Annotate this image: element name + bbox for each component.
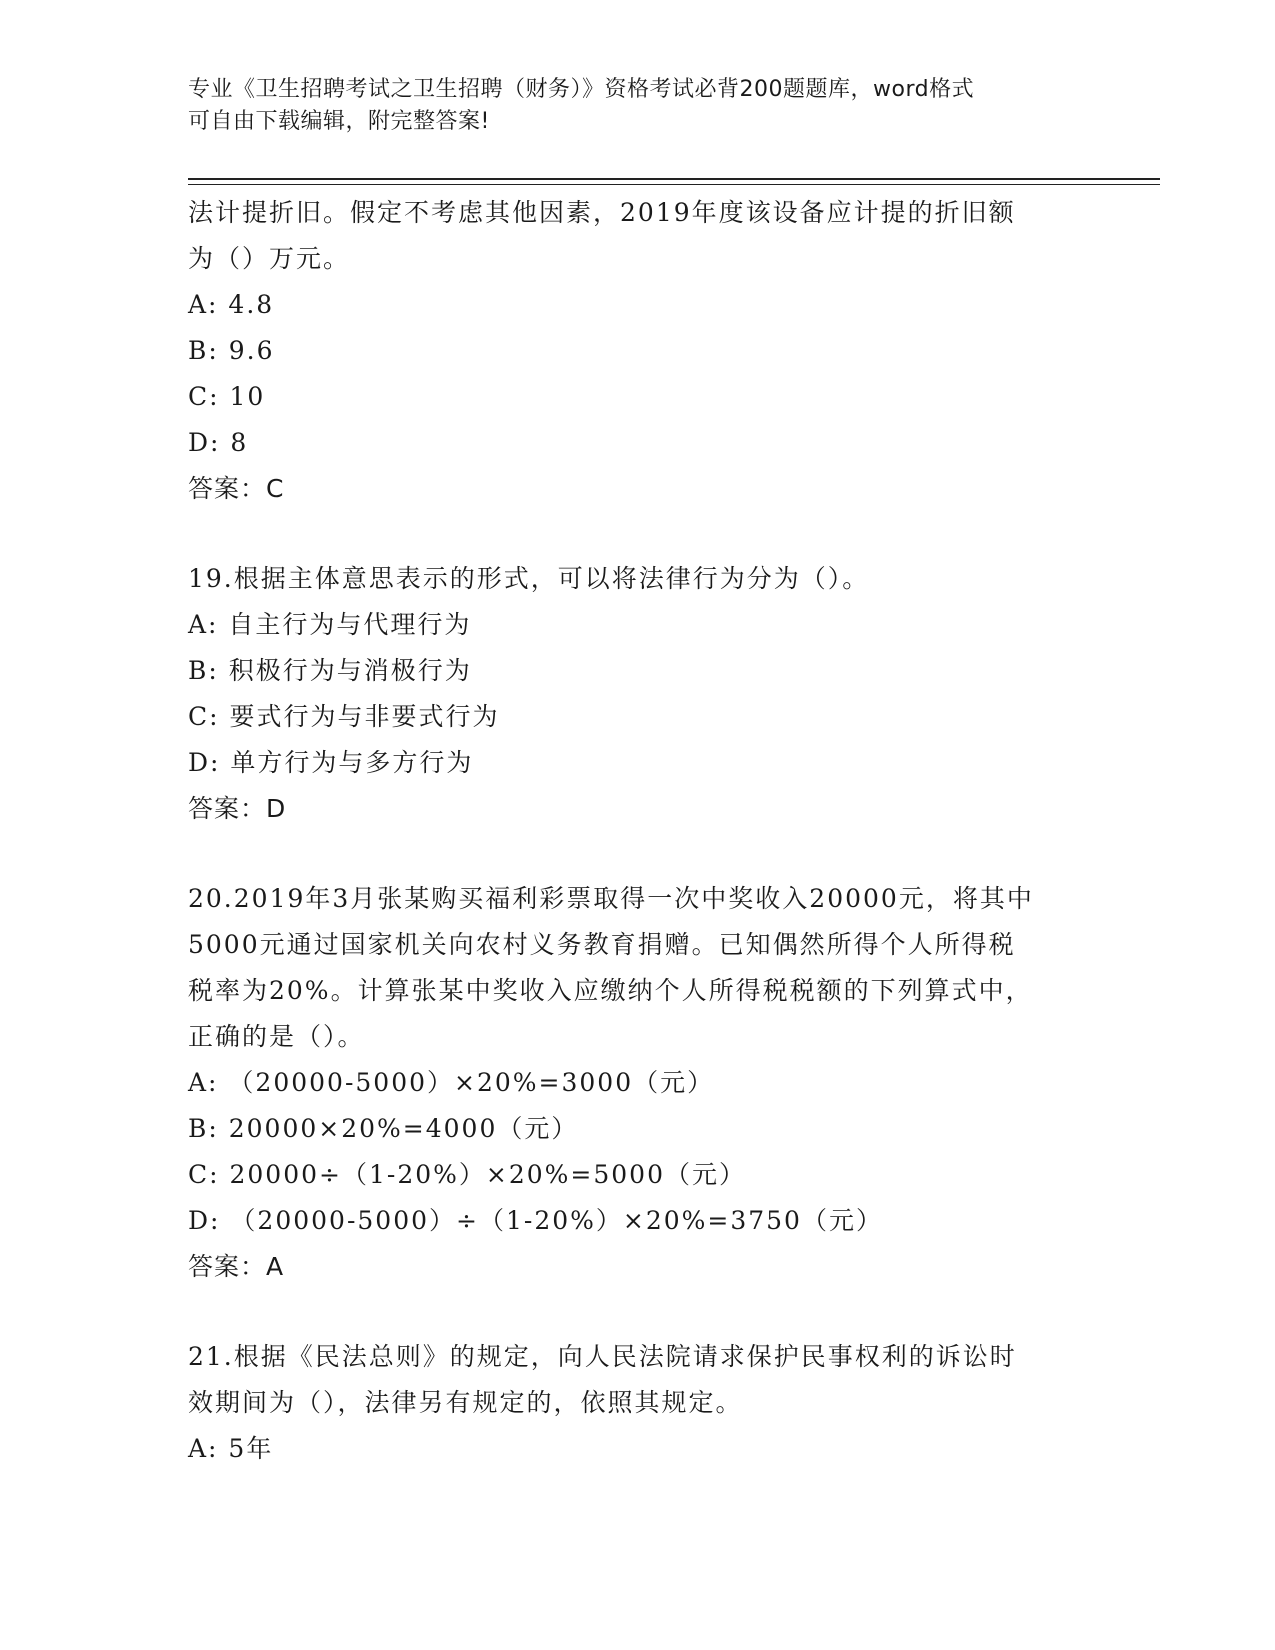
page-header bbox=[188, 74, 1088, 138]
option-a: A: 4.8 bbox=[188, 290, 275, 319]
option-a: A: 5年 bbox=[188, 1434, 274, 1463]
question-stem-line: 税率为20%。计算张某中奖收入应缴纳个人所得税税额的下列算式中， bbox=[188, 976, 1033, 1005]
question-21 bbox=[188, 1334, 1088, 1472]
option-d: D: 单方行为与多方行为 bbox=[188, 748, 474, 777]
option-d: D: （20000-5000）÷（1-20%）×20%=3750（元） bbox=[188, 1206, 883, 1235]
header-rule-thick bbox=[188, 178, 1160, 180]
question-stem-line: 法计提折旧。假定不考虑其他因素，2019年度该设备应计提的折旧额 bbox=[188, 198, 1016, 227]
option-a: A: （20000-5000）×20%=3000（元） bbox=[188, 1068, 715, 1097]
option-b: B: 积极行为与消极行为 bbox=[188, 656, 472, 685]
question-stem-line: 21.根据《民法总则》的规定，向人民法院请求保护民事权利的诉讼时 bbox=[188, 1342, 1017, 1371]
answer-line: 答案：D bbox=[188, 794, 287, 823]
question-stem-line: 5000元通过国家机关向农村义务教育捐赠。已知偶然所得个人所得税 bbox=[188, 930, 1016, 959]
option-c: C: 10 bbox=[188, 382, 266, 411]
question-18 bbox=[188, 190, 1088, 512]
option-d: D: 8 bbox=[188, 428, 249, 457]
question-stem-line: 19.根据主体意思表示的形式，可以将法律行为分为（）。 bbox=[188, 564, 870, 593]
option-c: C: 要式行为与非要式行为 bbox=[188, 702, 500, 731]
spacer bbox=[188, 1290, 1088, 1334]
answer-line: 答案：A bbox=[188, 1252, 285, 1281]
option-b: B: 20000×20%=4000（元） bbox=[188, 1114, 579, 1143]
question-body bbox=[188, 190, 1088, 1472]
header-line-1: 专业《卫生招聘考试之卫生招聘（财务）》资格考试必背200题题库，word格式 bbox=[188, 77, 975, 102]
spacer bbox=[188, 832, 1088, 876]
option-b: B: 9.6 bbox=[188, 336, 275, 365]
header-line-2: 可自由下载编辑，附完整答案! bbox=[188, 109, 490, 134]
option-a: A: 自主行为与代理行为 bbox=[188, 610, 472, 639]
question-stem-line: 为（）万元。 bbox=[188, 244, 351, 273]
option-c: C: 20000÷（1-20%）×20%=5000（元） bbox=[188, 1160, 746, 1189]
question-19 bbox=[188, 556, 1088, 832]
question-stem-line: 20.2019年3月张某购买福利彩票取得一次中奖收入20000元，将其中 bbox=[188, 884, 1034, 913]
question-20 bbox=[188, 876, 1088, 1290]
question-stem-line: 效期间为（），法律另有规定的，依照其规定。 bbox=[188, 1388, 743, 1417]
question-stem-line: 正确的是（）。 bbox=[188, 1022, 365, 1051]
header-rule-thin bbox=[188, 184, 1160, 185]
answer-line: 答案：C bbox=[188, 474, 285, 503]
spacer bbox=[188, 512, 1088, 556]
